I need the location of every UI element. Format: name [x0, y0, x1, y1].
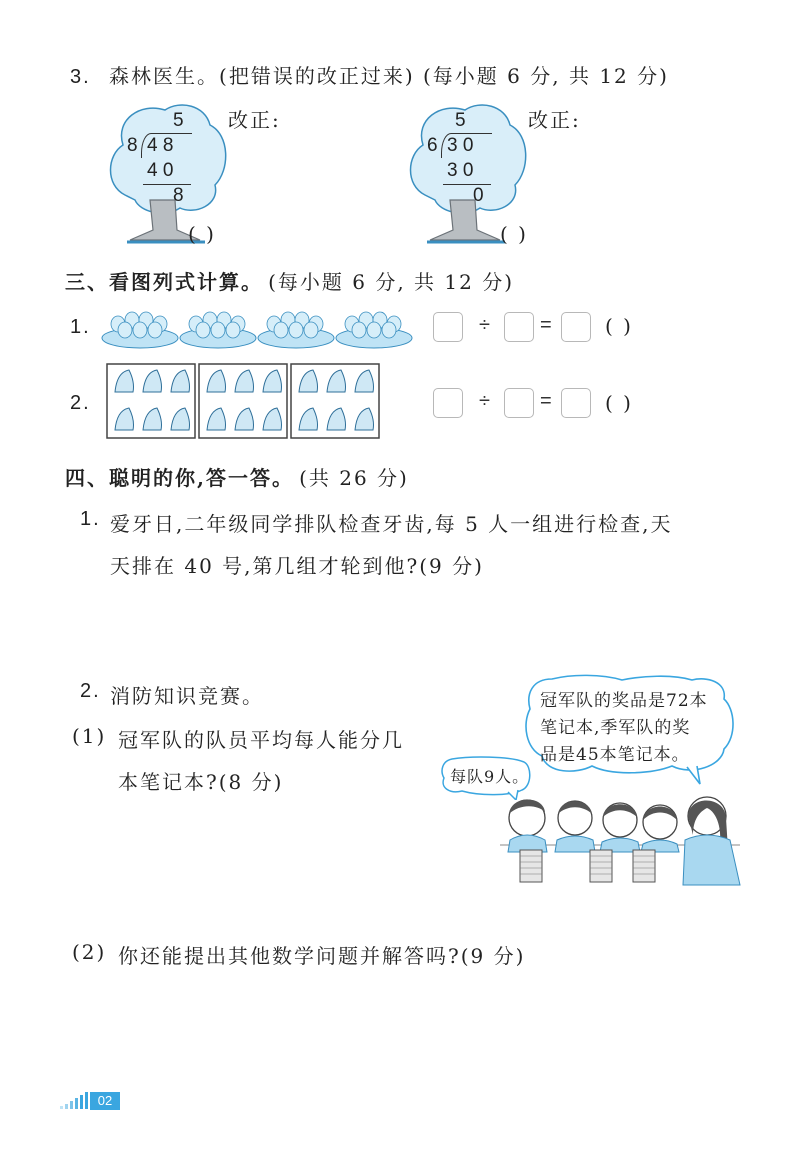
pear-plate: [258, 312, 334, 348]
item2-divisor-box[interactable]: [504, 388, 534, 418]
pear-icon: [196, 322, 210, 338]
pear-plates-svg: [100, 300, 420, 360]
part3-score: (每小题 6 分, 共 12 分): [268, 270, 515, 294]
footer-page-marker: [60, 1092, 92, 1114]
section3-number: 3.: [70, 66, 91, 88]
pear-plate: [102, 312, 178, 348]
q1-line2: 天排在 40 号,第几组才轮到他?(9 分): [110, 554, 484, 578]
signal-bars-icon: [60, 1092, 92, 1110]
section3-title: 森林医生。(把错误的改正过来) (每小题 6 分, 共 12 分): [109, 64, 669, 88]
part3-item2-number: 2.: [70, 392, 91, 414]
item1-equals-sign: =: [540, 314, 552, 336]
item2-divide-sign: ÷: [479, 390, 490, 412]
tree-b-quotient: 5: [455, 110, 466, 131]
part4-heading: 四、聪明的你,答一答。: [65, 466, 294, 490]
tree-b-subtract-line: [443, 184, 491, 185]
q2-title: 消防知识竞赛。: [110, 684, 264, 708]
tree-a-subtract-line: [143, 184, 191, 185]
item1-dividend-box[interactable]: [433, 312, 463, 342]
pear-icon: [133, 322, 147, 338]
q2-number: 2.: [80, 680, 101, 702]
pear-icon: [274, 322, 288, 338]
section3-title-row: [70, 60, 669, 89]
pear-plate: [336, 312, 412, 348]
item1-divide-sign: ÷: [479, 314, 490, 336]
q2-sub1-line1: 冠军队的队员平均每人能分几: [118, 728, 404, 752]
item1-quotient-box[interactable]: [561, 312, 591, 342]
tree-b-remainder: 0: [473, 185, 484, 206]
item2-equals-sign: =: [540, 390, 552, 412]
part3-item1-number: 1.: [70, 316, 91, 338]
pear-icon: [226, 322, 240, 338]
pear-icon: [304, 322, 318, 338]
pear-icon: [352, 322, 366, 338]
children-at-table-picture: [495, 790, 745, 894]
small-bubble-text: 每队9人。: [450, 767, 530, 786]
tree-a-correction-label: 改正:: [228, 108, 281, 132]
pear-icon: [118, 322, 132, 338]
tree-a-quotient: 5: [173, 110, 184, 131]
tree-a-dividend: 4 8: [147, 135, 174, 156]
item2-answer-paren: ( ): [605, 391, 633, 415]
tree-a-remainder: 8: [173, 185, 184, 206]
pear-icon: [148, 322, 162, 338]
q2-sub1-line2: 本笔记本?(8 分): [118, 770, 284, 794]
item1-divisor-box[interactable]: [504, 312, 534, 342]
tree-b-correction-label: 改正:: [528, 108, 581, 132]
tree-a-answer-paren: ( ): [188, 222, 216, 246]
tree-b-dividend: 3 0: [447, 135, 474, 156]
part3-heading-row: [65, 266, 514, 295]
pear-icon: [367, 322, 381, 338]
pear-plates-picture: [100, 300, 420, 364]
q2-sub2-text: 你还能提出其他数学问题并解答吗?(9 分): [118, 944, 526, 968]
q1-number: 1.: [80, 508, 101, 530]
q1-line1: 爱牙日,二年级同学排队检查牙齿,每 5 人一组进行检查,天: [110, 512, 673, 536]
pear-icon: [289, 322, 303, 338]
item2-dividend-box[interactable]: [433, 388, 463, 418]
small-speech-bubble: [440, 756, 532, 794]
page-number: 02: [90, 1092, 120, 1110]
tree-b-answer-paren: ( ): [500, 222, 528, 246]
part4-score: (共 26 分): [299, 466, 409, 490]
big-bubble-line1: 冠军队的奖品是72本: [540, 691, 708, 711]
part3-heading: 三、看图列式计算。: [65, 270, 263, 294]
tree-a-divisor: 8: [127, 135, 138, 156]
big-bubble-line2: 笔记本,季军队的奖: [540, 718, 691, 738]
children-svg: [495, 790, 745, 890]
tree-a-product: 4 0: [147, 160, 174, 181]
q2-sub2-number: (2): [72, 940, 107, 964]
item1-answer-paren: ( ): [605, 314, 633, 338]
tree-b-product: 3 0: [447, 160, 474, 181]
item2-quotient-box[interactable]: [561, 388, 591, 418]
pear-icon: [211, 322, 225, 338]
pear-icon: [382, 322, 396, 338]
part4-heading-row: [65, 462, 409, 491]
big-speech-bubble: [522, 674, 737, 786]
bell-boxes-svg: [105, 362, 385, 442]
pear-plate: [180, 312, 256, 348]
tree-b-divisor: 6: [427, 135, 438, 156]
q2-sub1-number: (1): [72, 724, 107, 748]
big-bubble-line3: 品是45本笔记本。: [540, 745, 690, 765]
bell-boxes-picture: [105, 362, 385, 446]
